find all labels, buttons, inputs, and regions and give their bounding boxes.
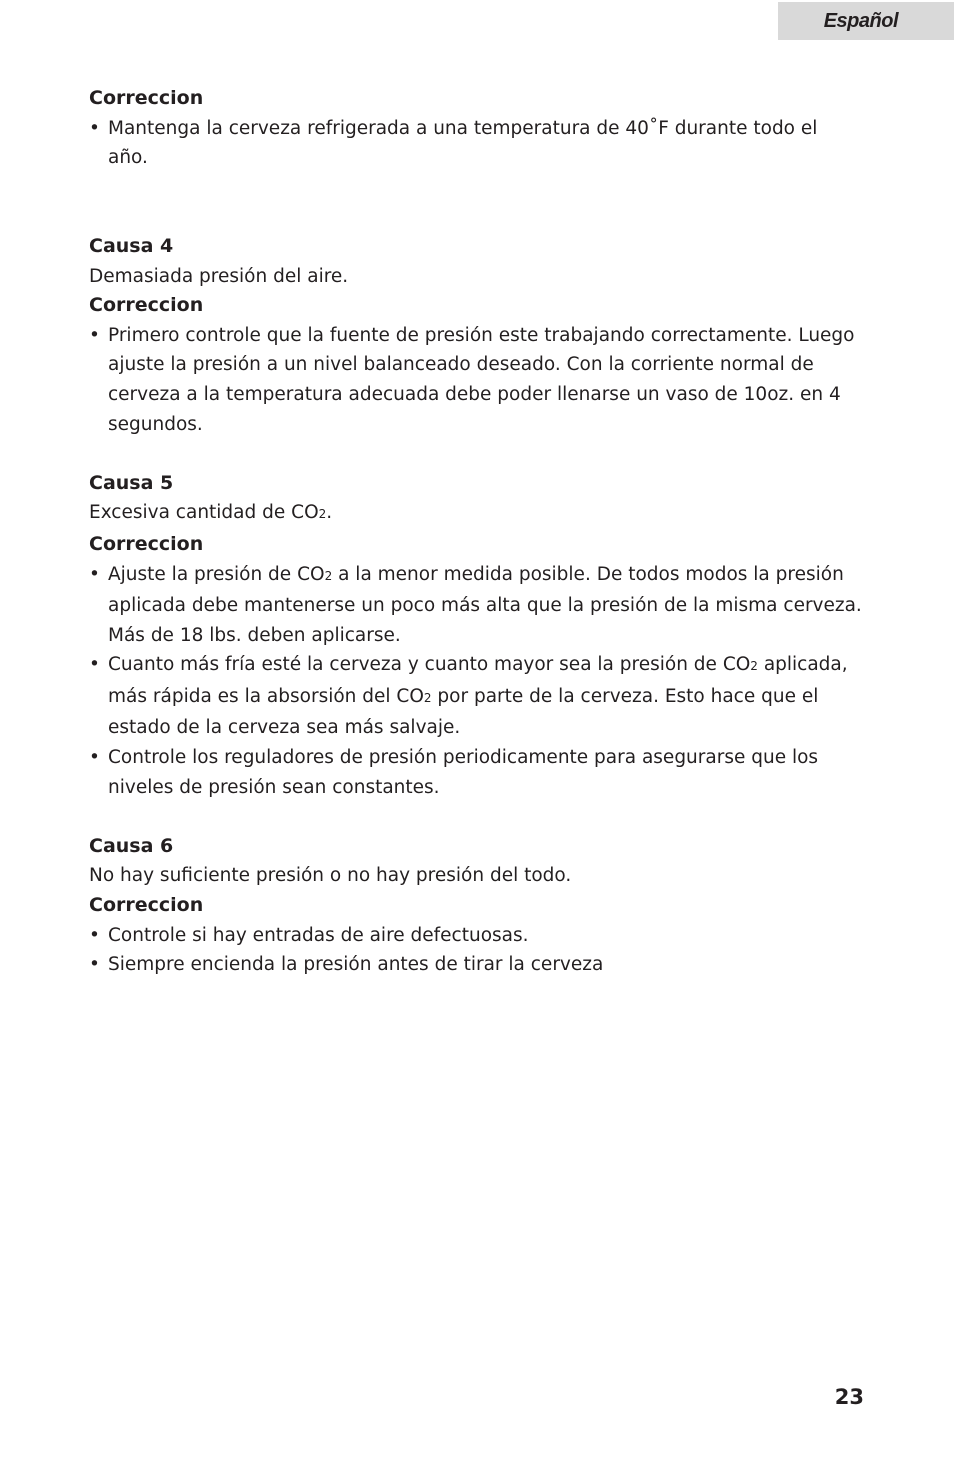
cause-description: Demasiada presión del aire. <box>89 265 349 287</box>
bullet-item <box>89 114 879 173</box>
correction-heading: Correccion <box>89 87 204 109</box>
bullet-item <box>89 743 879 802</box>
bullet-line: cerveza a la temperatura adecuada debe poder llenarse un vaso de 10oz. en 4 <box>108 383 841 405</box>
section-causa-4 <box>89 232 879 439</box>
section-correccion-intro <box>89 84 879 173</box>
bullet-line: estado de la cerveza sea más salvaje. <box>108 717 461 739</box>
bullet-line: más rápida es la absorsión del CO2 por parte de la cerveza. Esto hace que el <box>108 685 819 707</box>
bullet-line: Mantenga la cerveza refrigerada a una temperatura de 40˚F durante todo el <box>108 117 818 139</box>
bullet-dot: • <box>89 924 100 946</box>
section-causa-6 <box>89 832 879 980</box>
bullet-line: Siempre encienda la presión antes de tirar la cerveza <box>108 954 604 976</box>
bullet-line: aplicada debe mantenerse un poco más alta que la presión de la misma cerveza. <box>108 595 862 617</box>
bullet-item <box>89 650 879 743</box>
cause-description: Excesiva cantidad de CO2. <box>89 502 333 524</box>
bullet-line: Controle los reguladores de presión periodicamente para asegurarse que los <box>108 747 819 769</box>
page-number: 23 <box>834 1385 864 1409</box>
bullet-dot: • <box>89 117 100 139</box>
language-tab: Español <box>778 2 954 40</box>
bullet-item <box>89 560 879 651</box>
correction-heading: Correccion <box>89 894 204 917</box>
bullet-line: ajuste la presión a un nivel balanceado deseado. Con la corriente normal de <box>108 354 814 376</box>
cause-heading: Causa 5 <box>89 471 174 494</box>
bullet-line: Primero controle que la fuente de presión este trabajando correctamente. Luego <box>108 324 855 346</box>
bullet-line: Cuanto más fría esté la cerveza y cuanto mayor sea la presión de CO2 aplicada, <box>108 654 848 676</box>
bullet-dot: • <box>89 654 100 676</box>
bullet-line: Más de 18 lbs. deben aplicarse. <box>108 624 401 646</box>
page-content <box>89 84 879 980</box>
bullet-dot: • <box>89 747 100 769</box>
bullet-dot: • <box>89 324 100 346</box>
bullet-line: año. <box>108 147 148 169</box>
section-causa-5 <box>89 469 879 803</box>
bullet-dot: • <box>89 563 100 585</box>
bullet-line: Controle si hay entradas de aire defectuosas. <box>108 924 529 946</box>
bullet-line: niveles de presión sean constantes. <box>108 776 440 798</box>
bullet-line: segundos. <box>108 413 203 435</box>
cause-description: No hay suficiente presión o no hay presión del todo. <box>89 865 572 887</box>
cause-heading: Causa 4 <box>89 234 174 257</box>
correction-heading: Correccion <box>89 532 204 555</box>
bullet-dot: • <box>89 954 100 976</box>
bullet-item <box>89 921 879 951</box>
correction-heading: Correccion <box>89 294 204 317</box>
bullet-line: Ajuste la presión de CO2 a la menor medida posible. De todos modos la presión <box>108 563 844 585</box>
cause-heading: Causa 6 <box>89 834 174 857</box>
bullet-item <box>89 950 879 980</box>
bullet-item <box>89 321 879 439</box>
